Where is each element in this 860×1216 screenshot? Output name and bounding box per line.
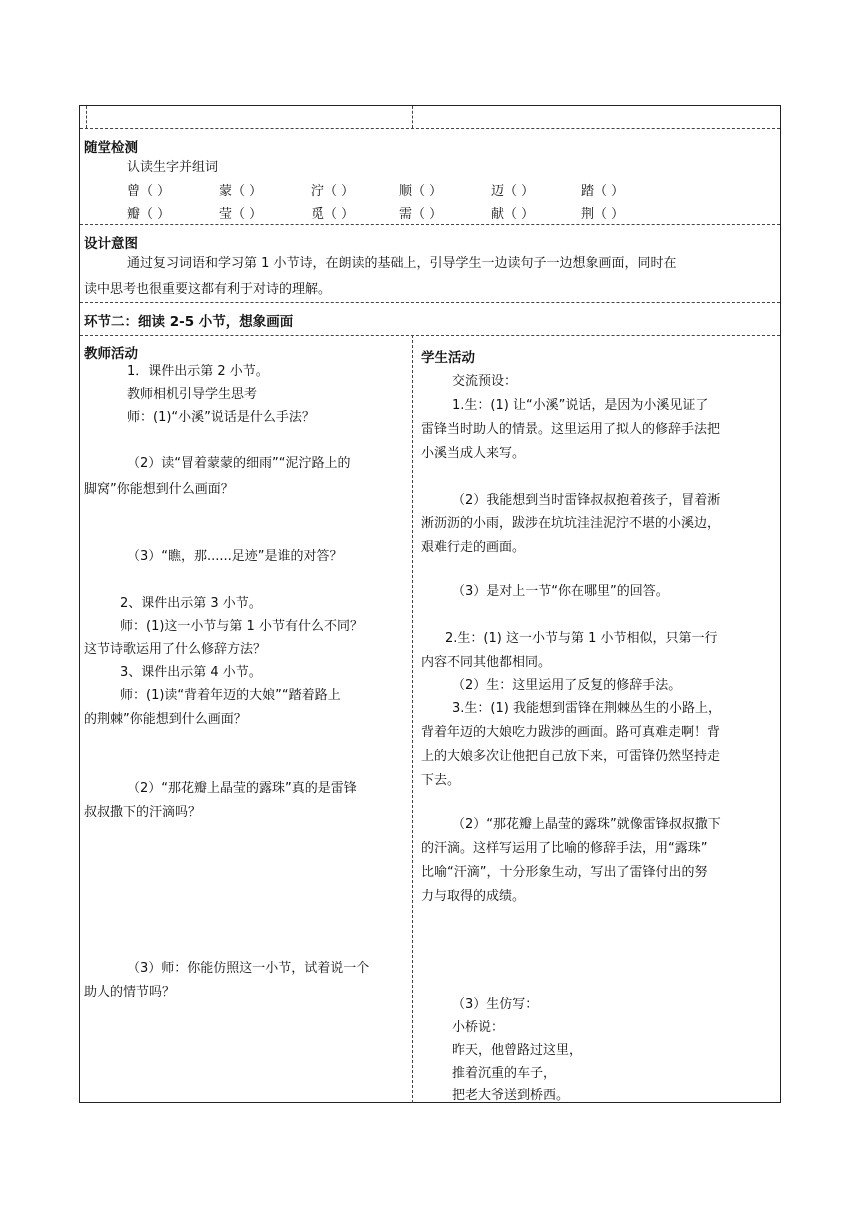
row-divider xyxy=(80,302,780,303)
student-line: 交流预设： xyxy=(452,374,518,389)
row-divider xyxy=(80,224,780,225)
design-title: 设计意图 xyxy=(84,236,138,252)
row-divider xyxy=(80,128,780,129)
column-divider xyxy=(412,335,413,1103)
teacher-line: （2）读“冒着蒙蒙的细雨”“泥泞路上的 xyxy=(127,456,351,471)
student-line: 背着年迈的大娘吃力跋涉的画面。路可真难走啊！背 xyxy=(421,725,721,740)
student-line: 下去。 xyxy=(421,773,461,788)
teacher-line: 教师相机引导学生思考 xyxy=(127,387,258,402)
teacher-line: 助人的情节吗？ xyxy=(84,985,176,1000)
student-line: （2）生：这里运用了反复的修辞手法。 xyxy=(452,678,682,693)
teacher-line: 的荆棘”你能想到什么画面？ xyxy=(84,712,247,727)
check-title: 随堂检测 xyxy=(84,140,138,156)
student-line: 2.生：(1) 这一小节与第 1 小节相似，只第一行 xyxy=(445,631,718,646)
student-title: 学生活动 xyxy=(421,350,475,366)
section-title: 环节二：细读 2-5 小节，想象画面 xyxy=(84,314,294,330)
student-line: （3）生仿写： xyxy=(452,997,539,1012)
teacher-line: 3、课件出示第 4 小节。 xyxy=(120,665,262,680)
char-item: 蒙（ ） xyxy=(219,184,263,199)
check-subtitle: 认读生字并组词 xyxy=(127,160,219,175)
teacher-line: （2）“那花瓣上晶莹的露珠”真的是雷锋 xyxy=(127,781,357,796)
student-line: 的汗滴。这样写运用了比喻的修辞手法，用“露珠” xyxy=(421,841,708,856)
student-line: （2）我能想到当时雷锋叔叔抱着孩子，冒着淅 xyxy=(452,493,721,508)
row-divider xyxy=(80,335,780,336)
student-line: 昨天，他曾路过这里， xyxy=(452,1043,583,1058)
teacher-line: 叔叔撒下的汗滴吗？ xyxy=(84,805,202,820)
teacher-title: 教师活动 xyxy=(84,346,138,362)
teacher-line: 师：(1)“小溪”说话是什么手法？ xyxy=(127,410,315,425)
teacher-line: 脚窝”你能想到什么画面？ xyxy=(84,482,234,497)
char-item: 曾（ ） xyxy=(127,184,171,199)
char-item: 献（ ） xyxy=(491,207,535,222)
teacher-line: 这节诗歌运用了什么修辞方法？ xyxy=(84,642,267,657)
teacher-line: 2、课件出示第 3 小节。 xyxy=(120,596,262,611)
char-item: 踏（ ） xyxy=(581,184,625,199)
student-line: 艰难行走的画面。 xyxy=(421,540,526,555)
student-line: 淅沥沥的小雨，跋涉在坑坑洼洼泥泞不堪的小溪边， xyxy=(421,516,721,531)
char-item: 莹（ ） xyxy=(219,207,263,222)
student-line: 雷锋当时助人的情景。这里运用了拟人的修辞手法把 xyxy=(421,422,721,437)
student-line: 内容不同其他都相同。 xyxy=(421,655,552,670)
char-item: 迈（ ） xyxy=(491,184,535,199)
student-line: 3.生：(1) 我能想到雷锋在荆棘丛生的小路上， xyxy=(452,701,721,716)
teacher-line: 师：(1)这一小节与第 1 小节有什么不同？ xyxy=(120,619,363,634)
student-line: 比喻“汗滴”，十分形象生动，写出了雷锋付出的努 xyxy=(421,865,708,880)
student-line: 小溪当成人来写。 xyxy=(421,446,526,461)
design-line: 通过复习词语和学习第 1 小节诗，在朗读的基础上，引导学生一边读句子一边想象画面，同时在 xyxy=(127,256,677,271)
char-item: 泞（ ） xyxy=(311,184,355,199)
lesson-table xyxy=(79,105,781,1103)
char-item: 觅（ ） xyxy=(311,207,355,222)
student-line: 力与取得的成绩。 xyxy=(421,889,526,904)
student-line: （3）是对上一节“你在哪里”的回答。 xyxy=(452,584,669,599)
top-middle-rule xyxy=(412,106,413,128)
teacher-line: 1．课件出示第 2 小节。 xyxy=(127,364,269,379)
student-line: 小桥说： xyxy=(452,1020,505,1035)
char-item: 需（ ） xyxy=(399,207,443,222)
char-item: 顺（ ） xyxy=(399,184,443,199)
student-line: （2）“那花瓣上晶莹的露珠”就像雷锋叔叔撒下 xyxy=(452,817,721,832)
student-line: 把老大爷送到桥西。 xyxy=(452,1088,570,1103)
teacher-line: （3）师：你能仿照这一小节，试着说一个 xyxy=(127,961,370,976)
char-item: 瓣（ ） xyxy=(127,207,171,222)
char-item: 荆（ ） xyxy=(581,207,625,222)
student-line: 上的大娘多次让他把自己放下来，可雷锋仍然坚持走 xyxy=(421,749,721,764)
teacher-line: （3）“瞧，那......足迹”是谁的对答？ xyxy=(127,549,343,564)
top-left-rule xyxy=(86,106,87,128)
student-line: 推着沉重的车子， xyxy=(452,1066,557,1081)
student-line: 1.生：(1) 让“小溪”说话，是因为小溪见证了 xyxy=(452,398,709,413)
teacher-line: 师：(1)读“背着年迈的大娘”“踏着路上 xyxy=(120,688,341,703)
design-line: 读中思考也很重要这都有利于对诗的理解。 xyxy=(84,282,332,297)
